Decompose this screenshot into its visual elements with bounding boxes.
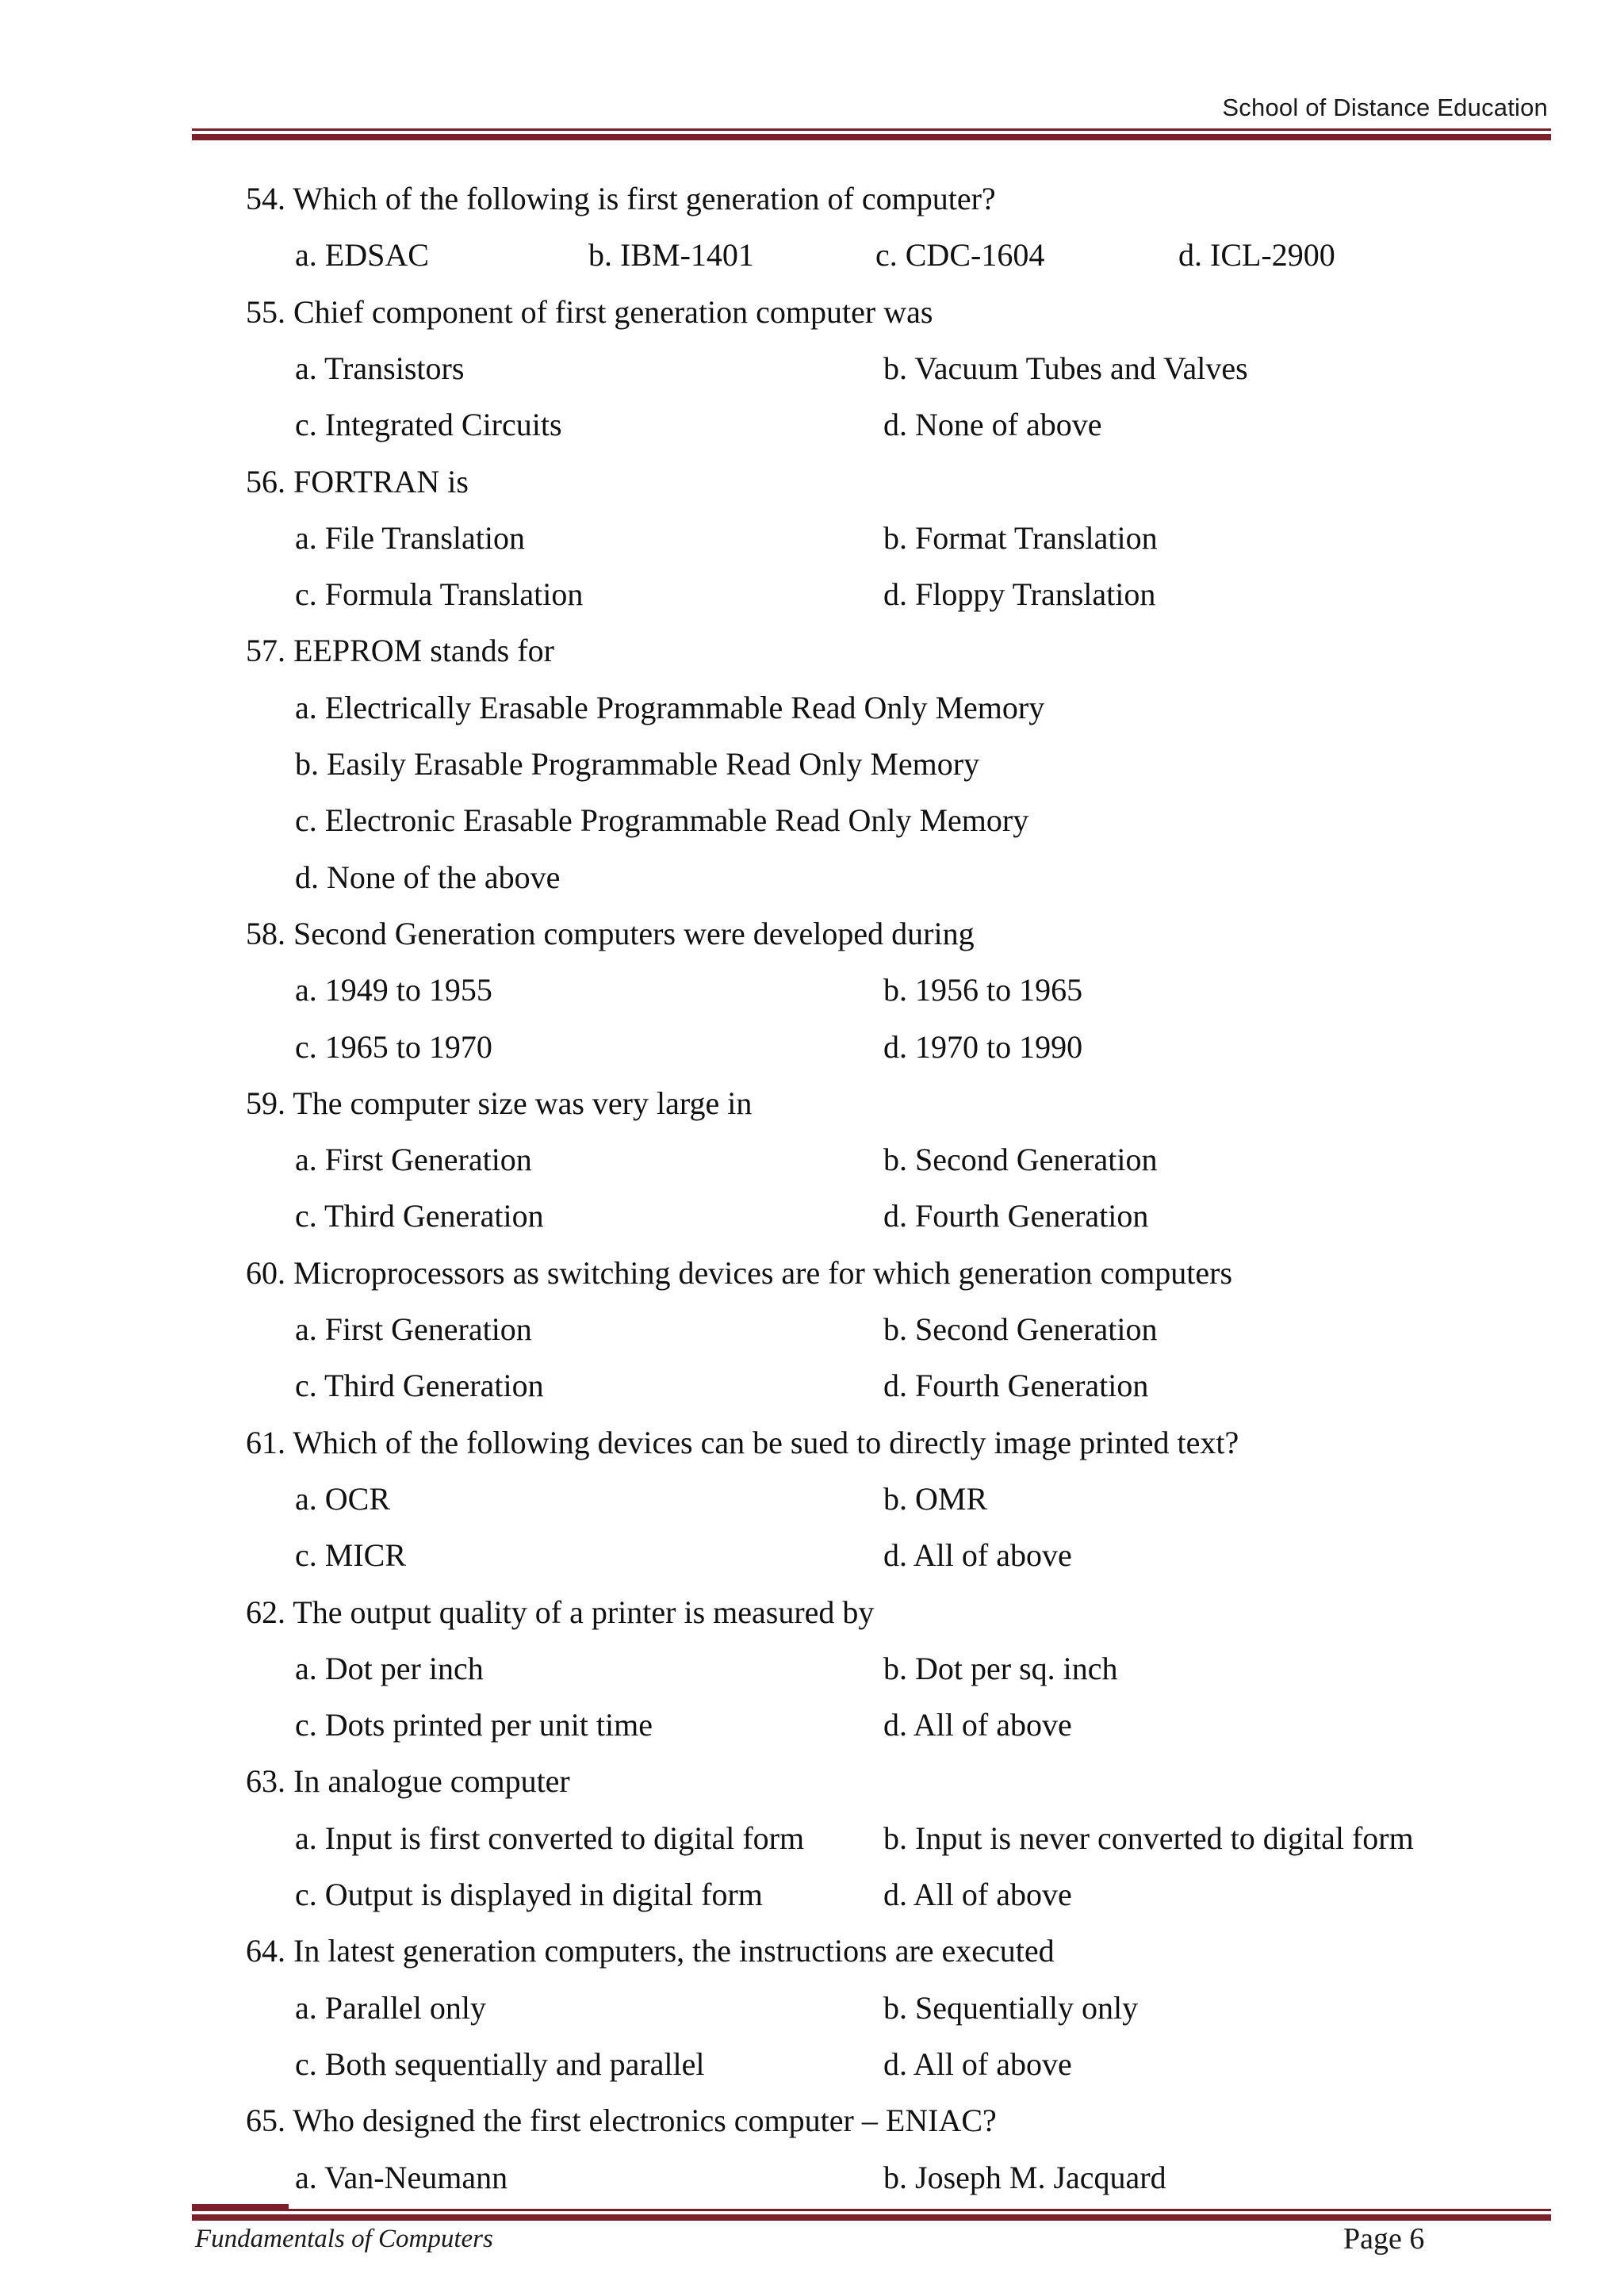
answer-option: b. Sequentially only xyxy=(883,1989,1139,2026)
question-stem: 55. Chief component of first generation computer was xyxy=(246,293,933,330)
answer-option: d. Floppy Translation xyxy=(883,576,1156,613)
answer-option: b. Vacuum Tubes and Valves xyxy=(883,350,1248,386)
answer-option: d. Fourth Generation xyxy=(883,1198,1149,1234)
answer-option: d. None of the above xyxy=(295,859,561,895)
answer-option: c. 1965 to 1970 xyxy=(295,1028,492,1065)
answer-option: c. Dots printed per unit time xyxy=(295,1707,653,1743)
question-stem: 54. Which of the following is first generation of computer? xyxy=(246,181,996,216)
question-stem: 57. EEPROM stands for xyxy=(246,633,554,669)
answer-option: d. All of above xyxy=(883,1707,1072,1743)
answer-option: b. OMR xyxy=(883,1480,988,1517)
question-stem: 65. Who designed the first electronics computer – ENIAC? xyxy=(246,2103,997,2139)
answer-option: c. Formula Translation xyxy=(295,576,584,613)
answer-option: c. CDC-1604 xyxy=(875,237,1045,274)
answer-option: b. Joseph M. Jacquard xyxy=(883,2159,1166,2195)
answer-option: c. Both sequentially and parallel xyxy=(295,2045,705,2082)
answer-option: b. Input is never converted to digital form xyxy=(883,1820,1414,1856)
page-number: Page 6 xyxy=(1343,2222,1425,2256)
answer-option: c. Integrated Circuits xyxy=(295,407,562,443)
answer-option: a. First Generation xyxy=(295,1142,532,1178)
answer-option: b. Easily Erasable Programmable Read Only Memory xyxy=(295,746,980,782)
answer-option: b. Format Translation xyxy=(883,519,1158,556)
answer-option: b. Second Generation xyxy=(883,1311,1158,1347)
answer-option: a. Input is first converted to digital form xyxy=(295,1820,805,1856)
answer-option: d. 1970 to 1990 xyxy=(883,1028,1083,1065)
footer-course-title: Fundamentals of Computers xyxy=(195,2225,493,2253)
answer-option: b. Second Generation xyxy=(883,1142,1158,1178)
answer-option: a. EDSAC xyxy=(295,237,429,274)
question-stem: 59. The computer size was very large in xyxy=(246,1085,753,1121)
answer-option: c. MICR xyxy=(295,1537,406,1574)
answer-option: d. All of above xyxy=(883,2045,1072,2082)
answer-option: a. Transistors xyxy=(295,350,465,386)
header-rule xyxy=(192,128,1551,140)
answer-option: a. Parallel only xyxy=(295,1989,487,2026)
answer-option: b. IBM-1401 xyxy=(588,237,754,274)
answer-option: a. Electrically Erasable Programmable Read Only Memory xyxy=(295,689,1045,725)
answer-option: d. All of above xyxy=(883,1877,1072,1912)
answer-option: a. OCR xyxy=(295,1480,390,1517)
question-stem: 62. The output quality of a printer is measured by xyxy=(246,1594,875,1630)
question-stem: 63. In analogue computer xyxy=(246,1763,570,1800)
answer-option: c. Third Generation xyxy=(295,1198,544,1234)
answer-option: c. Electronic Erasable Programmable Read Only Memory xyxy=(295,802,1029,839)
answer-option: a. File Translation xyxy=(295,519,526,556)
question-stem: 61. Which of the following devices can be sued to directly image printed text? xyxy=(246,1424,1239,1460)
answer-option: c. Third Generation xyxy=(295,1368,544,1404)
answer-option: d. ICL-2900 xyxy=(1178,237,1335,274)
answer-option: a. Dot per inch xyxy=(295,1650,484,1686)
answer-option: d. All of above xyxy=(883,1537,1072,1574)
answer-option: a. 1949 to 1955 xyxy=(295,972,492,1008)
question-stem: 64. In latest generation computers, the instructions are executed xyxy=(246,1933,1055,1969)
answer-option: a. First Generation xyxy=(295,1311,532,1347)
answer-option: d. None of above xyxy=(883,407,1102,443)
question-stem: 58. Second Generation computers were developed during xyxy=(246,915,975,951)
answer-option: a. Van-Neumann xyxy=(295,2159,508,2195)
footer-rule xyxy=(192,2209,1551,2221)
header-title: School of Distance Education xyxy=(1222,94,1548,121)
question-stem: 56. FORTRAN is xyxy=(246,463,469,499)
answer-option: c. Output is displayed in digital form xyxy=(295,1877,763,1912)
answer-option: b. 1956 to 1965 xyxy=(883,972,1083,1008)
question-stem: 60. Microprocessors as switching devices are for which generation computers xyxy=(246,1254,1233,1291)
answer-option: d. Fourth Generation xyxy=(883,1368,1149,1404)
answer-option: b. Dot per sq. inch xyxy=(883,1650,1118,1686)
